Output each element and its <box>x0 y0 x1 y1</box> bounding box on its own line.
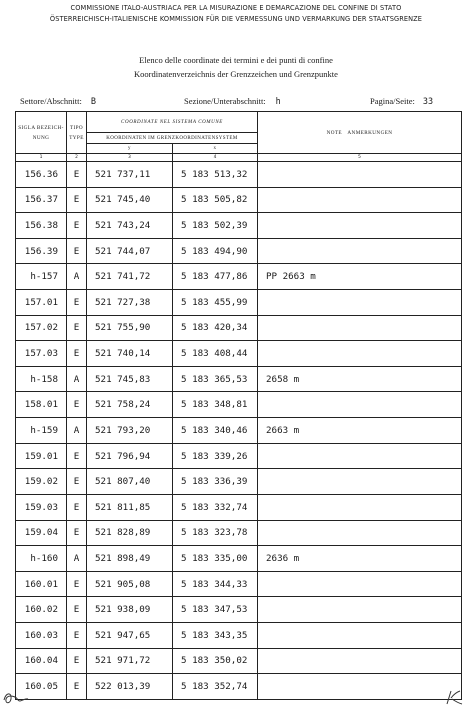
y-coordinate-cell: 521 796,94 <box>87 443 173 469</box>
column-number-3: 3 <box>87 154 173 162</box>
section-label: Sezione/Unterabschnitt: <box>184 96 266 106</box>
sigla-cell: 159.01 <box>16 443 67 469</box>
commission-header-german: ÖSTERREICHISCH-ITALIENISCHE KOMMISSION FÜR DIE VERMESSUNG UND VERMARKUNG DER STAATSGRENZE <box>49 15 423 23</box>
y-coordinate-cell: 521 745,40 <box>87 187 173 213</box>
tipo-cell: E <box>67 571 87 597</box>
x-coordinate-cell: 5 183 343,35 <box>173 622 258 648</box>
y-coordinate-cell: 521 743,24 <box>87 213 173 239</box>
tipo-cell: E <box>67 520 87 546</box>
tipo-cell: A <box>67 418 87 444</box>
column-number-1: 1 <box>16 154 67 162</box>
note-cell <box>258 571 462 597</box>
x-coordinate-cell: 5 183 513,32 <box>173 162 258 188</box>
x-coordinate-cell: 5 183 505,82 <box>173 187 258 213</box>
y-coordinate-cell: 522 013,39 <box>87 674 173 700</box>
table-row <box>16 469 462 495</box>
sigla-cell: 157.03 <box>16 341 67 367</box>
table-row <box>16 520 462 546</box>
note-cell <box>258 187 462 213</box>
table-row <box>16 366 462 392</box>
x-coordinate-cell: 5 183 502,39 <box>173 213 258 239</box>
tipo-cell: E <box>67 674 87 700</box>
sigla-header: SIGLA BEZEICH-NUNG <box>16 112 67 154</box>
sector-label: Settore/Abschnitt: <box>20 96 82 106</box>
page-value: 33 <box>422 97 434 107</box>
y-coordinate-cell: 521 744,07 <box>87 238 173 264</box>
commission-header-italian: COMMISSIONE ITALO-AUSTRIACA PER LA MISURAZIONE E DEMARCAZIONE DEL CONFINE DI STATO <box>70 4 402 12</box>
table-row <box>16 264 462 290</box>
x-coordinate-cell: 5 183 347,53 <box>173 597 258 623</box>
note-cell <box>258 597 462 623</box>
tipo-cell: E <box>67 597 87 623</box>
sector-field <box>20 96 96 107</box>
x-coordinate-cell: 5 183 323,78 <box>173 520 258 546</box>
coordinate-system-title: COORDINATE NEL SISTEMA COMUNE <box>87 112 257 133</box>
tipo-cell: E <box>67 392 87 418</box>
x-coordinate-cell: 5 183 352,74 <box>173 674 258 700</box>
x-coordinate-cell: 5 183 340,46 <box>173 418 258 444</box>
coordinate-system-subtitle: KOORDINATEN IM GRENZKOORDINATENSYSTEM <box>87 133 257 144</box>
x-coordinate-cell: 5 183 344,33 <box>173 571 258 597</box>
x-coordinate-cell: 5 183 365,53 <box>173 366 258 392</box>
tipo-cell: E <box>67 443 87 469</box>
tipo-header: TIPO TYPE <box>67 112 87 154</box>
x-coordinate-cell: 5 183 332,74 <box>173 494 258 520</box>
x-coordinate-cell: 5 183 477,86 <box>173 264 258 290</box>
document-title-german: Koordinatenverzeichnis der Grenzzeichen und Grenzpunkte <box>134 69 338 79</box>
note-cell <box>258 392 462 418</box>
note-cell <box>258 290 462 316</box>
sigla-cell: 157.01 <box>16 290 67 316</box>
section-value: h <box>275 97 281 107</box>
sigla-cell: h-158 <box>16 366 67 392</box>
note-cell <box>258 520 462 546</box>
y-coordinate-cell: 521 947,65 <box>87 622 173 648</box>
y-coordinate-cell: 521 811,85 <box>87 494 173 520</box>
note-cell <box>258 162 462 188</box>
note-cell <box>258 494 462 520</box>
sigla-cell: 160.05 <box>16 674 67 700</box>
note-cell <box>258 674 462 700</box>
note-cell <box>258 341 462 367</box>
page-label: Pagina/Seite: <box>370 96 415 106</box>
table-row <box>16 315 462 341</box>
table-row <box>16 622 462 648</box>
tipo-cell: E <box>67 494 87 520</box>
tipo-cell: E <box>67 213 87 239</box>
tipo-cell: E <box>67 622 87 648</box>
column-number-4: 4 <box>173 154 258 162</box>
tipo-cell: E <box>67 290 87 316</box>
x-coordinate-cell: 5 183 339,26 <box>173 443 258 469</box>
table-row <box>16 571 462 597</box>
signature-left-icon <box>2 690 30 706</box>
table-row <box>16 187 462 213</box>
table-row <box>16 443 462 469</box>
y-coordinate-cell: 521 741,72 <box>87 264 173 290</box>
table-row <box>16 392 462 418</box>
note-cell: 2663 m <box>258 418 462 444</box>
x-coordinate-cell: 5 183 350,02 <box>173 648 258 674</box>
signature-right-icon <box>442 688 464 706</box>
table-row <box>16 213 462 239</box>
y-coordinate-cell: 521 898,49 <box>87 546 173 572</box>
note-cell <box>258 648 462 674</box>
table-row <box>16 546 462 572</box>
sigla-cell: 156.36 <box>16 162 67 188</box>
note-cell <box>258 238 462 264</box>
y-coordinate-cell: 521 793,20 <box>87 418 173 444</box>
table-row <box>16 674 462 700</box>
y-coordinate-cell: 521 737,11 <box>87 162 173 188</box>
note-cell <box>258 443 462 469</box>
x-coordinate-cell: 5 183 336,39 <box>173 469 258 495</box>
sigla-cell: 160.03 <box>16 622 67 648</box>
y-header: y <box>87 144 173 153</box>
tipo-cell: E <box>67 187 87 213</box>
x-coordinate-cell: 5 183 335,00 <box>173 546 258 572</box>
y-coordinate-cell: 521 727,38 <box>87 290 173 316</box>
table-row <box>16 494 462 520</box>
tipo-cell: E <box>67 315 87 341</box>
sigla-cell: 156.37 <box>16 187 67 213</box>
table-body <box>16 162 462 700</box>
note-cell: 2658 m <box>258 366 462 392</box>
page-field <box>370 96 433 107</box>
y-coordinate-cell: 521 938,09 <box>87 597 173 623</box>
coordinate-group-header <box>87 112 258 154</box>
note-cell <box>258 213 462 239</box>
sigla-cell: h-157 <box>16 264 67 290</box>
y-coordinate-cell: 521 758,24 <box>87 392 173 418</box>
sigla-cell: 159.04 <box>16 520 67 546</box>
y-coordinate-cell: 521 807,40 <box>87 469 173 495</box>
table-row <box>16 162 462 188</box>
tipo-cell: E <box>67 341 87 367</box>
note-cell <box>258 622 462 648</box>
x-coordinate-cell: 5 183 455,99 <box>173 290 258 316</box>
table-row <box>16 290 462 316</box>
y-coordinate-cell: 521 755,90 <box>87 315 173 341</box>
sector-value: B <box>90 97 96 107</box>
tipo-cell: E <box>67 469 87 495</box>
sigla-cell: 159.03 <box>16 494 67 520</box>
note-header: NOTE ANMERKUNGEN <box>258 112 462 154</box>
sigla-cell: 156.39 <box>16 238 67 264</box>
tipo-cell: E <box>67 162 87 188</box>
y-coordinate-cell: 521 905,08 <box>87 571 173 597</box>
y-coordinate-cell: 521 971,72 <box>87 648 173 674</box>
tipo-cell: A <box>67 264 87 290</box>
sigla-cell: 156.38 <box>16 213 67 239</box>
column-number-2: 2 <box>67 154 87 162</box>
y-coordinate-cell: 521 740,14 <box>87 341 173 367</box>
x-coordinate-cell: 5 183 420,34 <box>173 315 258 341</box>
document-title-italian: Elenco delle coordinate dei termini e dei punti di confine <box>139 55 333 65</box>
note-cell: 2636 m <box>258 546 462 572</box>
sigla-cell: h-159 <box>16 418 67 444</box>
table-row <box>16 238 462 264</box>
sigla-cell: 160.01 <box>16 571 67 597</box>
column-number-5: 5 <box>258 154 462 162</box>
note-cell <box>258 469 462 495</box>
note-cell: PP 2663 m <box>258 264 462 290</box>
tipo-cell: E <box>67 648 87 674</box>
sigla-cell: 160.02 <box>16 597 67 623</box>
x-coordinate-cell: 5 183 348,81 <box>173 392 258 418</box>
table-row <box>16 418 462 444</box>
x-coordinate-cell: 5 183 408,44 <box>173 341 258 367</box>
sigla-cell: 159.02 <box>16 469 67 495</box>
sigla-cell: 160.04 <box>16 648 67 674</box>
note-cell <box>258 315 462 341</box>
sigla-cell: 157.02 <box>16 315 67 341</box>
y-coordinate-cell: 521 828,89 <box>87 520 173 546</box>
tipo-cell: A <box>67 546 87 572</box>
sigla-cell: 158.01 <box>16 392 67 418</box>
tipo-cell: E <box>67 238 87 264</box>
table-row <box>16 341 462 367</box>
x-coordinate-cell: 5 183 494,90 <box>173 238 258 264</box>
table-row <box>16 597 462 623</box>
coordinate-table <box>15 111 462 700</box>
tipo-cell: A <box>67 366 87 392</box>
sigla-cell: h-160 <box>16 546 67 572</box>
table-row <box>16 648 462 674</box>
x-header: x <box>213 146 217 151</box>
y-coordinate-cell: 521 745,83 <box>87 366 173 392</box>
section-field <box>184 96 281 107</box>
